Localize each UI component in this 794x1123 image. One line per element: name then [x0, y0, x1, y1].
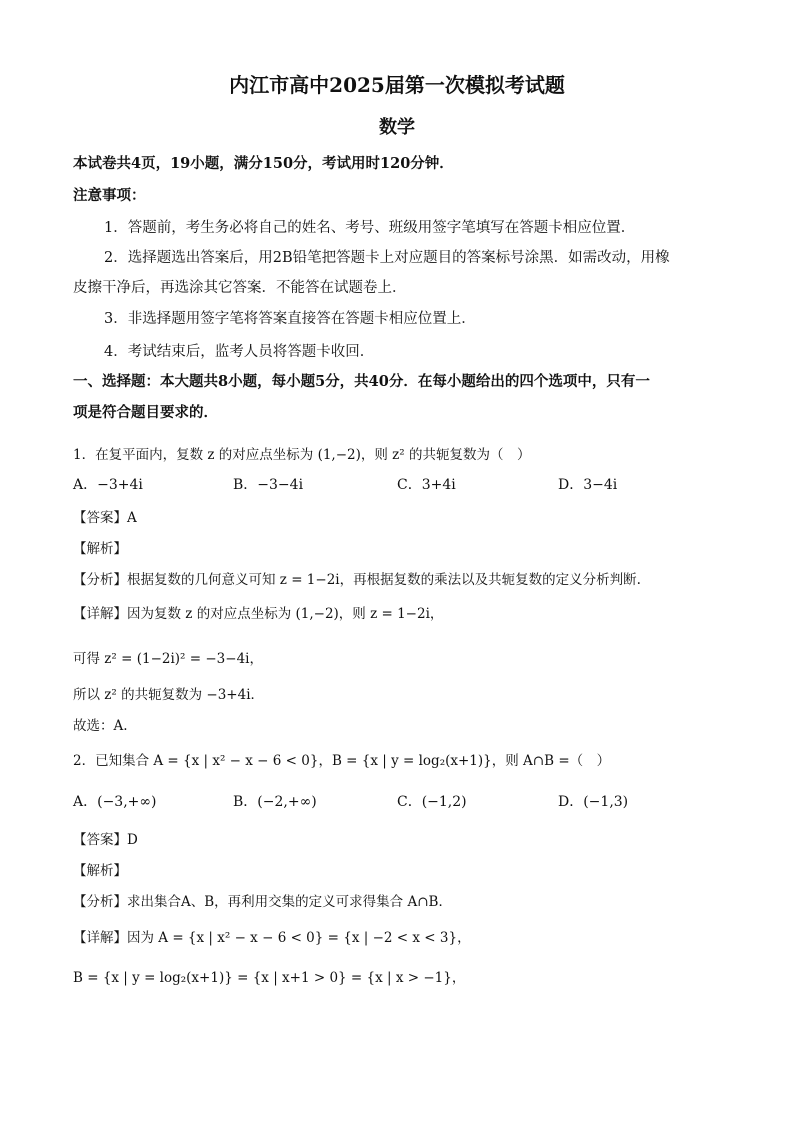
q2-option-a: A．(−3,+∞) [73, 794, 157, 810]
q1-choice: 故选：A. [73, 718, 128, 734]
q1-option-d: D．3−4i [558, 477, 618, 493]
q2-option-c: C．(−1,2) [397, 794, 467, 810]
note-1: 1．答题前，考生务必将自己的姓名、考号、班级用签字笔填写在答题卡相应位置． [104, 220, 636, 236]
note-3: 3．非选择题用签字笔将答案直接答在答题卡相应位置上． [104, 311, 476, 327]
q1-option-b: B．−3−4i [233, 477, 304, 493]
section-heading: 一、选择题：本大题共8小题，每小题5分，共40分．在每小题给出的四个选项中，只有一 [73, 373, 650, 390]
q1-fenxi: 【分析】根据复数的几何意义可知 z = 1−2i，再根据复数的乘法以及共轭复数的定义分析判断. [73, 572, 641, 588]
q1-step1: 可得 z² = (1−2i)² = −3−4i， [73, 651, 263, 667]
q1-option-c: C．3+4i [397, 477, 456, 493]
exam-subject: 数学 [379, 117, 415, 138]
note-2-cont: 皮擦干净后，再选涂其它答案．不能答在试题卷上． [73, 280, 407, 296]
q2-answer: 【答案】D [73, 832, 138, 848]
q1-detail: 【详解】因为复数 z 的对应点坐标为 (1,−2)，则 z = 1−2i， [73, 606, 444, 622]
exam-title: 内江市高中2025届第一次模拟考试题 [229, 73, 565, 97]
q2-option-b: B．(−2,+∞) [233, 794, 317, 810]
q2-option-d: D．(−1,3) [558, 794, 629, 810]
q1-stem: 1．在复平面内，复数 z 的对应点坐标为 (1,−2)，则 z² 的共轭复数为（ ） [73, 447, 531, 463]
exam-summary: 本试卷共4页，19小题，满分150分，考试用时120分钟． [73, 155, 454, 172]
q2-step1: B = {x | y = log₂(x+1)} = {x | x+1 > 0} = {x | x > −1}， [73, 970, 466, 986]
q2-stem: 2．已知集合 A = {x | x² − x − 6 < 0}，B = {x | y = log₂(x+1)}，则 A∩B =（ ） [73, 753, 611, 769]
q1-option-a: A．−3+4i [73, 477, 143, 493]
section-heading-cont: 项是符合题目要求的． [73, 404, 218, 421]
q2-analysis-title: 【解析】 [73, 863, 127, 879]
q1-analysis-title: 【解析】 [73, 541, 127, 557]
q2-detail: 【详解】因为 A = {x | x² − x − 6 < 0} = {x | −2 < x < 3}， [73, 930, 471, 946]
note-2: 2．选择题选出答案后，用2B铅笔把答题卡上对应题目的答案标号涂黑．如需改动，用橡 [104, 250, 670, 266]
note-4: 4．考试结束后，监考人员将答题卡收回． [104, 344, 375, 360]
notes-title: 注意事项： [73, 187, 146, 204]
q1-answer: 【答案】A [73, 510, 137, 526]
q1-step2: 所以 z² 的共轭复数为 −3+4i． [73, 687, 265, 703]
q2-fenxi: 【分析】求出集合A、B，再利用交集的定义可求得集合 A∩B． [73, 894, 452, 910]
